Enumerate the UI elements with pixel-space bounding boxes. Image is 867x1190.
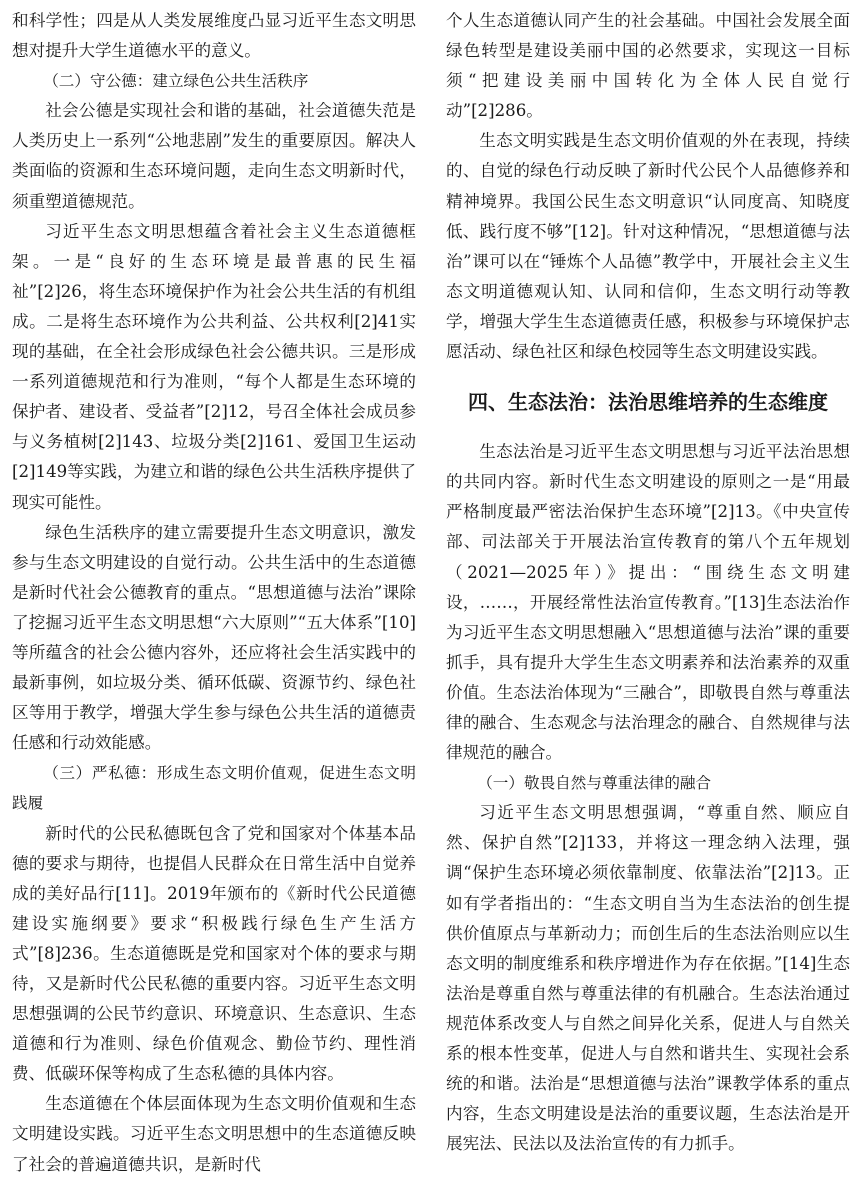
paragraph: 生态法治是习近平生态文明思想与习近平法治思想的共同内容。新时代生态文明建设的原则之一是“用最严格制度最严密法治保护生态环境”[2]13。《中央宣传部、司法部关于开展法治宣传教育的第八个五年规划（2021—2025年）》提出：“围绕生态文明建设，……，开展经常性法治宣传教育。”[13]生态法治作为习近平生态文明思想融入“思想道德与法治”课的重要抓手，具有提升大学生生态文明素养和法治素养的双重价值。生态法治体现为“三融合”，即敬畏自然与尊重法律的融合、生态观念与法治理念的融合、自然规律与法律规范的融合。	[446, 442, 850, 763]
paragraph: 新时代的公民私德既包含了党和国家对个体基本品德的要求与期待，也提倡人民群众在日常生活中自觉养成的美好品行[11]。2019年颁布的《新时代公民道德建设实施纲要》要求“积极践行绿色生产生活方式”[8]236。生态道德既是党和国家对个体的要求与期待，又是新时代公民私德的重要内容。习近平生态文明思想强调的公民节约意识、环境意识、生态意识、生态道德和行为准则、绿色价值观念、勤俭节约、理性消费、低碳环保等构成了生态私德的具体内容。	[12, 823, 416, 1084]
paragraph: 生态道德在个体层面体现为生态文明价值观和生态文明建设实践。习近平生态文明思想中的生态道德反映了社会的普遍道德共识，是新时代	[12, 1094, 416, 1174]
paragraph: 社会公德是实现社会和谐的基础，社会道德失范是人类历史上一系列“公地悲剧”发生的重要原因。解决人类面临的资源和生态环境问题，走向生态文明新时代，须重塑道德规范。	[12, 101, 416, 211]
subsection-heading-nature-law: （一）敬畏自然与尊重法律的融合	[477, 774, 712, 793]
paragraph-continued: 和科学性；四是从人类发展维度凸显习近平生态文明思想对提升大学生道德水平的意义。	[12, 11, 416, 61]
right-column	[446, 6, 850, 1159]
paragraph-continued: 个人生态道德认同产生的社会基础。中国社会发展全面绿色转型是建设美丽中国的必然要求，实现这一目标须“把建设美丽中国转化为全体人民自觉行动”[2]286。	[446, 11, 850, 121]
subsection-heading-public-morality: （二）守公德：建立绿色公共生活秩序	[43, 72, 309, 91]
left-column	[12, 6, 416, 1180]
paragraph: 习近平生态文明思想蕴含着社会主义生态道德框架。一是“良好的生态环境是最普惠的民生福祉”[2]26，将生态环境保护作为社会公共生活的有机组成。二是将生态环境作为公共利益、公共权利[2]41实现的基础，在全社会形成绿色社会公德共识。三是形成一系列道德规范和行为准则，“每个人都是生态环境的保护者、建设者、受益者”[2]12，号召全体社会成员参与义务植树[2]143、垃圾分类[2]161、爱国卫生运动[2]149等实践，为建立和谐的绿色公共生活秩序提供了现实可能性。	[12, 221, 416, 512]
paragraph: 习近平生态文明思想强调，“尊重自然、顺应自然、保护自然”[2]133，并将这一理念纳入法理，强调“保护生态环境必须依靠制度、依靠法治”[2]13。正如有学者指出的：“生态文明自当为生态法治的创生提供价值原点与革新动力；而创生后的生态法治则应以生态文明的制度维系和秩序增进作为存在依据。”[14]生态法治是尊重自然与尊重法律的有机融合。生态法治通过规范体系改变人与自然之间异化关系，促进人与自然关系的根本性变革，促进人与自然和谐共生、实现社会系统的和谐。法治是“思想道德与法治”课教学体系的重点内容，生态文明建设是法治的重要议题，生态法治是开展宪法、民法以及法治宣传的有力抓手。	[446, 803, 850, 1154]
section-title: 四、生态法治：法治思维培养的生态维度	[468, 390, 828, 415]
paragraph: 绿色生活秩序的建立需要提升生态文明意识，激发参与生态文明建设的自觉行动。公共生活中的生态道德是新时代社会公德教育的重点。“思想道德与法治”课除了挖掘习近平生态文明思想“六大原则”“五大体系”[10]等所蕴含的社会公德内容外，还应将社会生活实践中的最新事例，如垃圾分类、循环低碳、资源节约、绿色社区等用于教学，增强大学生参与绿色公共生活的道德责任感和行动效能感。	[12, 522, 416, 753]
paragraph: 生态文明实践是生态文明价值观的外在表现，持续的、自觉的绿色行动反映了新时代公民个人品德修养和精神境界。我国公民生态文明意识“认同度高、知晓度低、践行度不够”[12]。针对这种情况，“思想道德与法治”课可以在“锤炼个人品德”教学中，开展社会主义生态文明道德观认知、认同和信仰，生态文明行动等教学，增强大学生生态道德责任感，积极参与环境保护志愿活动、绿色社区和绿色校园等生态文明建设实践。	[446, 131, 850, 362]
subsection-heading-private-morality: （三）严私德：形成生态文明价值观，促进生态文明践履	[12, 764, 416, 813]
